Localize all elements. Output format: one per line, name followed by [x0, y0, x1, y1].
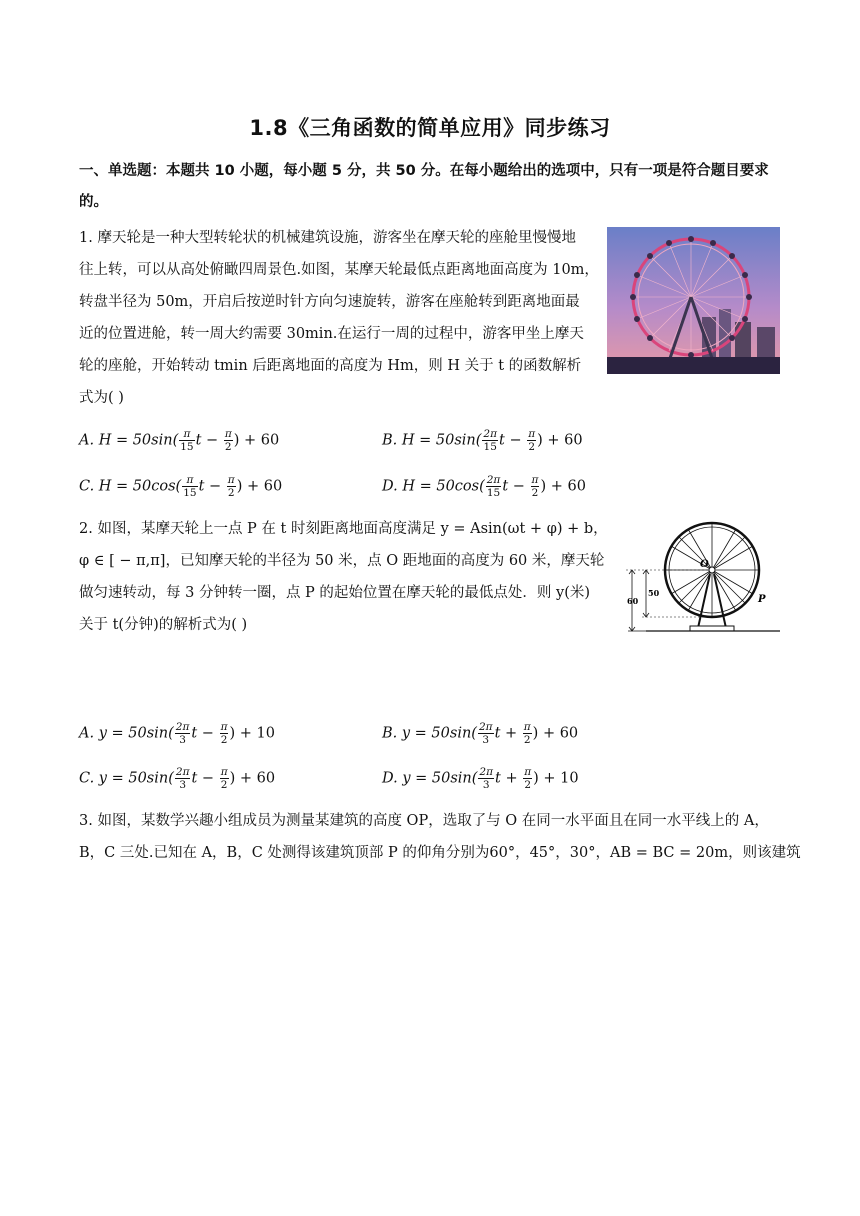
- section-heading: 一、单选题：本题共 10 小题，每小题 5 分，共 50 分。在每小题给出的选项中，只有一项是符合题目要求的。: [79, 163, 769, 210]
- q1-line: 近的位置进舱，转一周大约需要 30min.在运行一周的过程中，游客甲坐上摩天: [79, 326, 584, 342]
- q1-line: 式为( ): [79, 390, 124, 406]
- q1-option-d[interactable]: D. H = 50cos( $\frac{2\pi}{15}$ t − $\frac{\pi}{2}$ ) + 60: [382, 474, 586, 499]
- q1-line: 1. 摩天轮是一种大型转轮状的机械建筑设施，游客坐在摩天轮的座舱里慢慢地: [79, 230, 576, 246]
- radius-50-label: 50: [648, 588, 660, 598]
- question-3-stem: [79, 805, 801, 869]
- ferris-wheel-photo: [607, 227, 780, 374]
- q1-line: 往上转，可以从高处俯瞰四周景色.如图，某摩天轮最低点距离地面高度为 10m，: [79, 262, 599, 278]
- q2-line: φ ∈ [ − π,π]，已知摩天轮的半径为 50 米，点 O 距地面的高度为 60 米，摩天轮: [79, 553, 605, 569]
- question-2-stem: [79, 513, 608, 641]
- q1-line: 转盘半径为 50m，开启后按逆时针方向匀速旋转，游客在座舱转到距离地面最: [79, 294, 580, 310]
- q1-option-a[interactable]: A. H = 50sin( $\frac{\pi}{15}$ t − $\frac{\pi}{2}$ ) + 60: [79, 428, 280, 453]
- ferris-wheel-diagram: [624, 518, 784, 642]
- q1-line: 轮的座舱，开始转动 tmin 后距离地面的高度为 Hm，则 H 关于 t 的函数解析: [79, 358, 582, 374]
- height-60-label: 60: [627, 596, 639, 606]
- q2-option-c[interactable]: C. y = 50sin( $\frac{2\pi}{3}$ t − $\frac{\pi}{2}$ ) + 60: [79, 766, 276, 791]
- q1-option-b[interactable]: B. H = 50sin( $\frac{2\pi}{15}$ t − $\frac{\pi}{2}$ ) + 60: [382, 428, 583, 453]
- point-o-label: O: [700, 559, 709, 570]
- point-p-label: P: [758, 594, 766, 605]
- q2-line: 2. 如图，某摩天轮上一点 P 在 t 时刻距离地面高度满足 y = Asin(ωt + φ) + b，: [79, 521, 608, 537]
- q3-line: 3. 如图，某数学兴趣小组成员为测量某建筑的高度 OP，选取了与 O 在同一水平面且在同一水平线上的 A，: [79, 813, 769, 829]
- q2-option-d[interactable]: D. y = 50sin( $\frac{2\pi}{3}$ t + $\frac{\pi}{2}$ ) + 10: [382, 766, 579, 791]
- q3-line: B，C 三处.已知在 A，B，C 处测得该建筑顶部 P 的仰角分别为60°，45°，30°，AB = BC = 20m，则该建筑: [79, 845, 801, 861]
- q2-option-a[interactable]: A. y = 50sin( $\frac{2\pi}{3}$ t − $\frac{\pi}{2}$ ) + 10: [79, 721, 275, 746]
- q2-line: 关于 t(分钟)的解析式为( ): [79, 617, 248, 633]
- question-1-stem: [79, 222, 599, 414]
- q1-option-c[interactable]: C. H = 50cos( $\frac{\pi}{15}$ t − $\frac{\pi}{2}$ ) + 60: [79, 474, 283, 499]
- page-title: 1.8《三角函数的简单应用》同步练习: [249, 116, 611, 140]
- q2-line: 做匀速转动，每 3 分钟转一圈，点 P 的起始位置在摩天轮的最低点处．则 y(米): [79, 585, 591, 601]
- q2-option-b[interactable]: B. y = 50sin( $\frac{2\pi}{3}$ t + $\frac{\pi}{2}$ ) + 60: [382, 721, 579, 746]
